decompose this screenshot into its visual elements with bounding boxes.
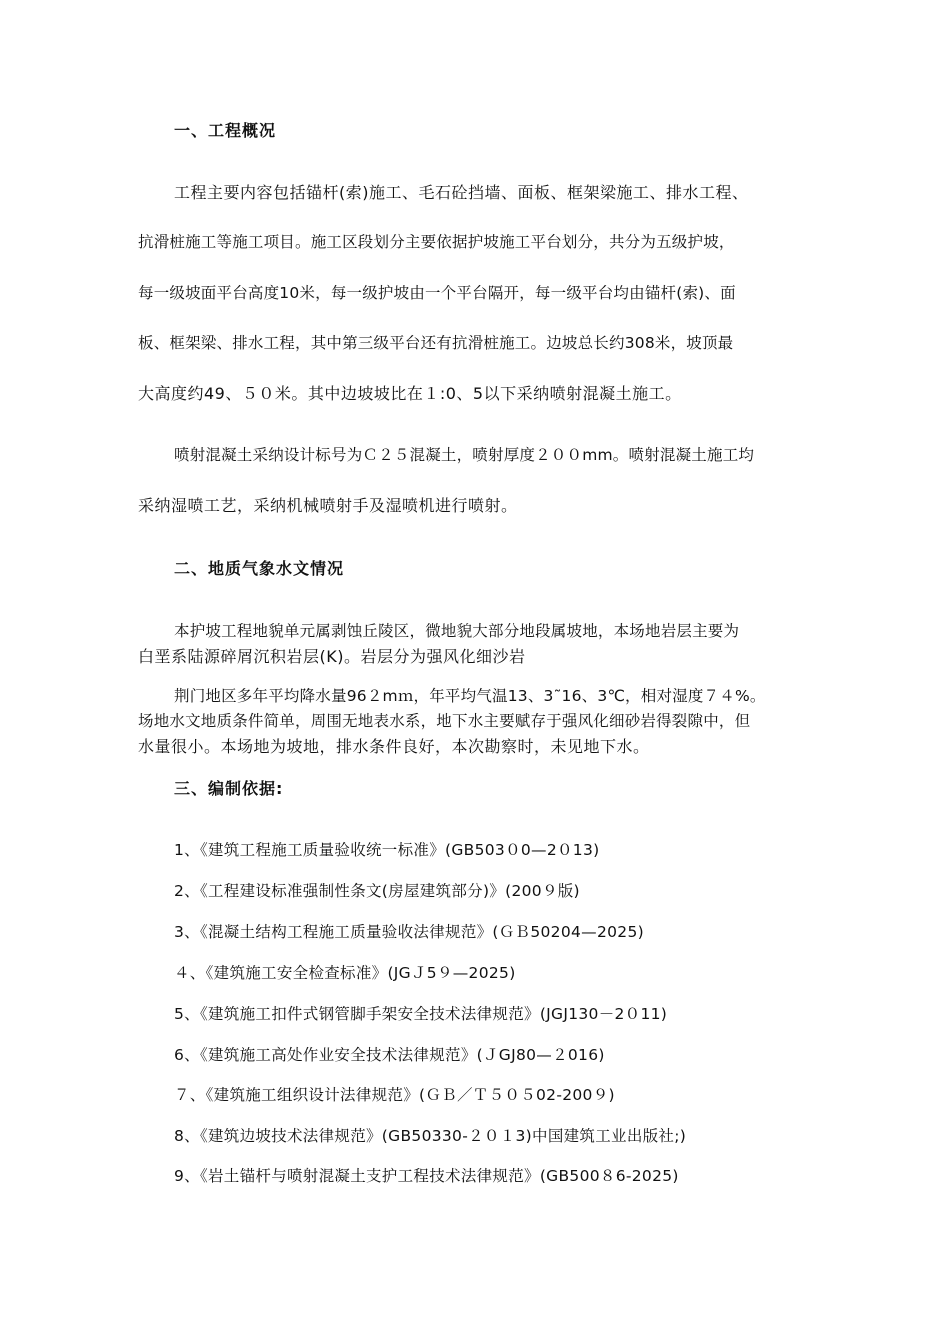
reference-item: 8、《建筑边坡技术法律规范》(GB50330-２０１3)中国建筑工业出版社;): [174, 1127, 687, 1145]
paragraph-line: 工程主要内容包括锚杆(索)施工、毛石砼挡墙、面板、框架梁施工、排水工程、: [174, 183, 749, 202]
reference-item: ４、《建筑施工安全检查标准》(JGＪ5９—2025): [174, 964, 516, 982]
reference-item: 2、《工程建设标准强制性条文(房屋建筑部分)》(200９版): [174, 882, 580, 900]
paragraph-line: 大高度约49、５０米。其中边坡坡比在１:0、5以下采纳喷射混凝土施工。: [138, 384, 682, 403]
reference-item: 1、《建筑工程施工质量验收统一标准》(GB503０0—2０13): [174, 841, 600, 859]
paragraph-line: 每一级坡面平台高度10米，每一级护坡由一个平台隔开，每一级平台均由锚杆(索)、面: [138, 284, 736, 302]
paragraph-line: 板、框架梁、排水工程，其中第三级平台还有抗滑桩施工。边坡总长约308米，坡顶最: [138, 334, 734, 352]
section-heading-project-overview: 一、工程概况: [174, 121, 277, 140]
paragraph-line: 场地水文地质条件简单，周围无地表水系，地下水主要赋存于强风化细砂岩得裂隙中，但: [138, 712, 751, 730]
section-heading-geology: 二、地质气象水文情况: [174, 559, 345, 578]
reference-item: 5、《建筑施工扣件式钢管脚手架安全技术法律规范》(JGJ130－2０11): [174, 1005, 668, 1023]
paragraph-line: 本护坡工程地貌单元属剥蚀丘陵区，微地貌大部分地段属坡地，本场地岩层主要为: [174, 622, 740, 640]
paragraph-line: 采纳湿喷工艺，采纳机械喷射手及湿喷机进行喷射。: [138, 496, 518, 515]
reference-item: 6、《建筑施工高处作业安全技术法律规范》(ＪGJ80—２016): [174, 1046, 605, 1064]
reference-item: 3、《混凝土结构工程施工质量验收法律规范》(ＧＢ50204—2025): [174, 923, 644, 941]
paragraph-line: 白垩系陆源碎屑沉积岩层(K)。岩层分为强风化细沙岩: [138, 647, 526, 666]
paragraph-line: 水量很小。本场地为坡地，排水条件良好，本次勘察时，未见地下水。: [138, 737, 650, 756]
reference-item: 9、《岩土锚杆与喷射混凝土支护工程技术法律规范》(GB500８6-2025): [174, 1167, 679, 1185]
section-heading-basis: 三、编制依据:: [174, 779, 284, 798]
paragraph-line: 喷射混凝土采纳设计标号为Ｃ２５混凝土，喷射厚度２００mm。喷射混凝土施工均: [174, 446, 755, 464]
reference-item: ７、《建筑施工组织设计法律规范》(ＧＢ／Ｔ５０５02-200９): [174, 1086, 615, 1104]
paragraph-line: 荆门地区多年平均降水量96２mｍ，年平均气温13、3˜16、3℃，相对湿度７４%。: [174, 687, 766, 705]
paragraph-line: 抗滑桩施工等施工项目。施工区段划分主要依据护坡施工平台划分，共分为五级护坡，: [138, 233, 735, 251]
